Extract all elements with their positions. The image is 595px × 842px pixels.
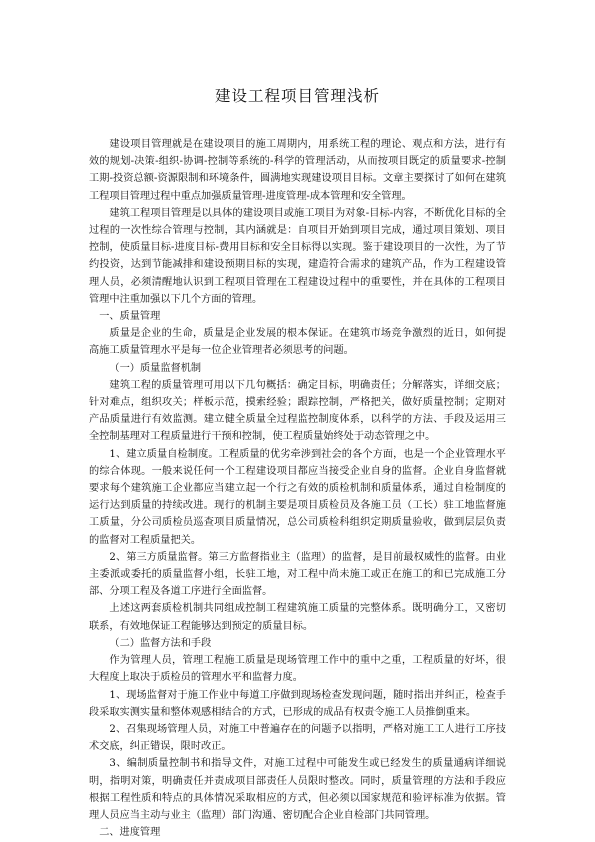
paragraph: 1、建立质量自检制度。工程质量的优劣牵涉到社会的各个方面，也是一个企业管理水平的综合体现。一般来说任何一个工程建设项目都应当接受企业自身的监督。企业自身监督就要求每个建筑施工企业都应当建立起一个行之有效的质检机制和质量体系，通过自检制度的运行达到质量的持续改进。现行的机制主要是项目质检员及各施工员（工长）驻工地监督施工质量，分公司质检员巡查项目质量情况，总公司质检科组织定期质量验收，做到层层负责的监督对工程质量把关。	[89, 448, 506, 546]
paragraph: 上述这两套质检机制共同组成控制工程建筑施工质量的完整体系。既明确分工，又密切联系，有效地保证工程能够达到预定的质量目标。	[89, 603, 506, 632]
document-body	[89, 136, 506, 841]
paragraph: 质量是企业的生命，质量是企业发展的根本保证。在建筑市场竞争激烈的近日，如何提高施工质量管理水平是每一位企业管理者必须思考的问题。	[89, 328, 506, 357]
subsection-heading: （一）质量监督机制	[109, 362, 202, 374]
paragraph: 2、第三方质量监督。第三方监督指业主（监理）的监督，是目前最权威性的监督。由业主委派或委托的质量监督小组，长驻工地，对工程中尚未施工或正在施工的和已完成施工分部、分项工程及各道工序进行全面监督。	[89, 551, 506, 598]
section-heading: 二、进度管理	[99, 827, 161, 839]
paragraph: 作为管理人员，管理工程施工质量是现场管理工作中的重中之重，工程质量的好坏，很大程度上取决于质检员的管理水平和监督力度。	[89, 655, 506, 684]
paragraph: 3、编制质量控制书和指导文件，对施工过程中可能发生或已经发生的质量通病详细说明，指明对策，明确责任并责成项目部责任人员限时整改。同时，质量管理的方法和手段应根据工程性质和特点的具体情况采取相应的方式，但必须以国家规范和验评标准为依据。管理人员应当主动与业主（监理）部门沟通、密切配合企业自检部门共同管理。	[89, 758, 506, 821]
section-heading: 一、质量管理	[99, 311, 161, 323]
paragraph: 建筑工程的质量管理可用以下几句概括：确定目标，明确责任；分解落实，详细交底；针对难点，组织攻关；样板示范，摸索经验；跟踪控制，严格把关，做好质量控制；定期对产品质量进行有效监测。建立健全质量全过程监控制度体系，以科学的方法、手段及运用三全控制基理对工程质量进行干预和控制，使工程质量始终处于动态管理之中。	[89, 379, 506, 443]
document-title: 建设工程项目管理浅析	[214, 87, 380, 105]
paragraph: 2、召集现场管理人员，对施工中普遍存在的问题予以指明，严格对施工工人进行工序技术交底，纠正错误，限时改正。	[89, 723, 506, 753]
paragraph: 建筑工程项目管理是以具体的建设项目或施工项目为对象-目标-内容，不断优化目标的全过程的一次性综合管理与控制，其内涵就是：自项目开始到项目完成，通过项目策划、项目控制，使质量目标-进度目标-费用目标和安全目标得以实现。鉴于建设项目的一次性，为了节约投资，达到节能减排和建设预期目标的实现，建造符合需求的建筑产品，作为工程建设管理人员，必须清醒地认识到工程项目管理在工程建设过程中的重要性，并在具体的工程项目管理中注重加强以下几个方面的管理。	[89, 207, 506, 305]
paragraph: 1、现场监督对于施工作业中每道工序做到现场检查发现问题，随时指出并纠正，检查手段采取实测实量和整体观感相结合的方式，已形成的成品有权责令施工人员推倒重来。	[89, 689, 506, 718]
paragraph: 建设项目管理就是在建设项目的施工周期内，用系统工程的理论、观点和方法，进行有效的规划-决策-组织-协调-控制等系统的-科学的管理活动，从而按项目既定的质量要求-控制工期-投资总额-资源限制和环境条件，圆满地实现建设项目目标。文章主要探讨了如何在建筑工程项目管理过程中重点加强质量管理-进度管理-成本管理和安全管理。	[89, 139, 506, 202]
subsection-heading: （二）监督方法和手段	[109, 637, 212, 649]
